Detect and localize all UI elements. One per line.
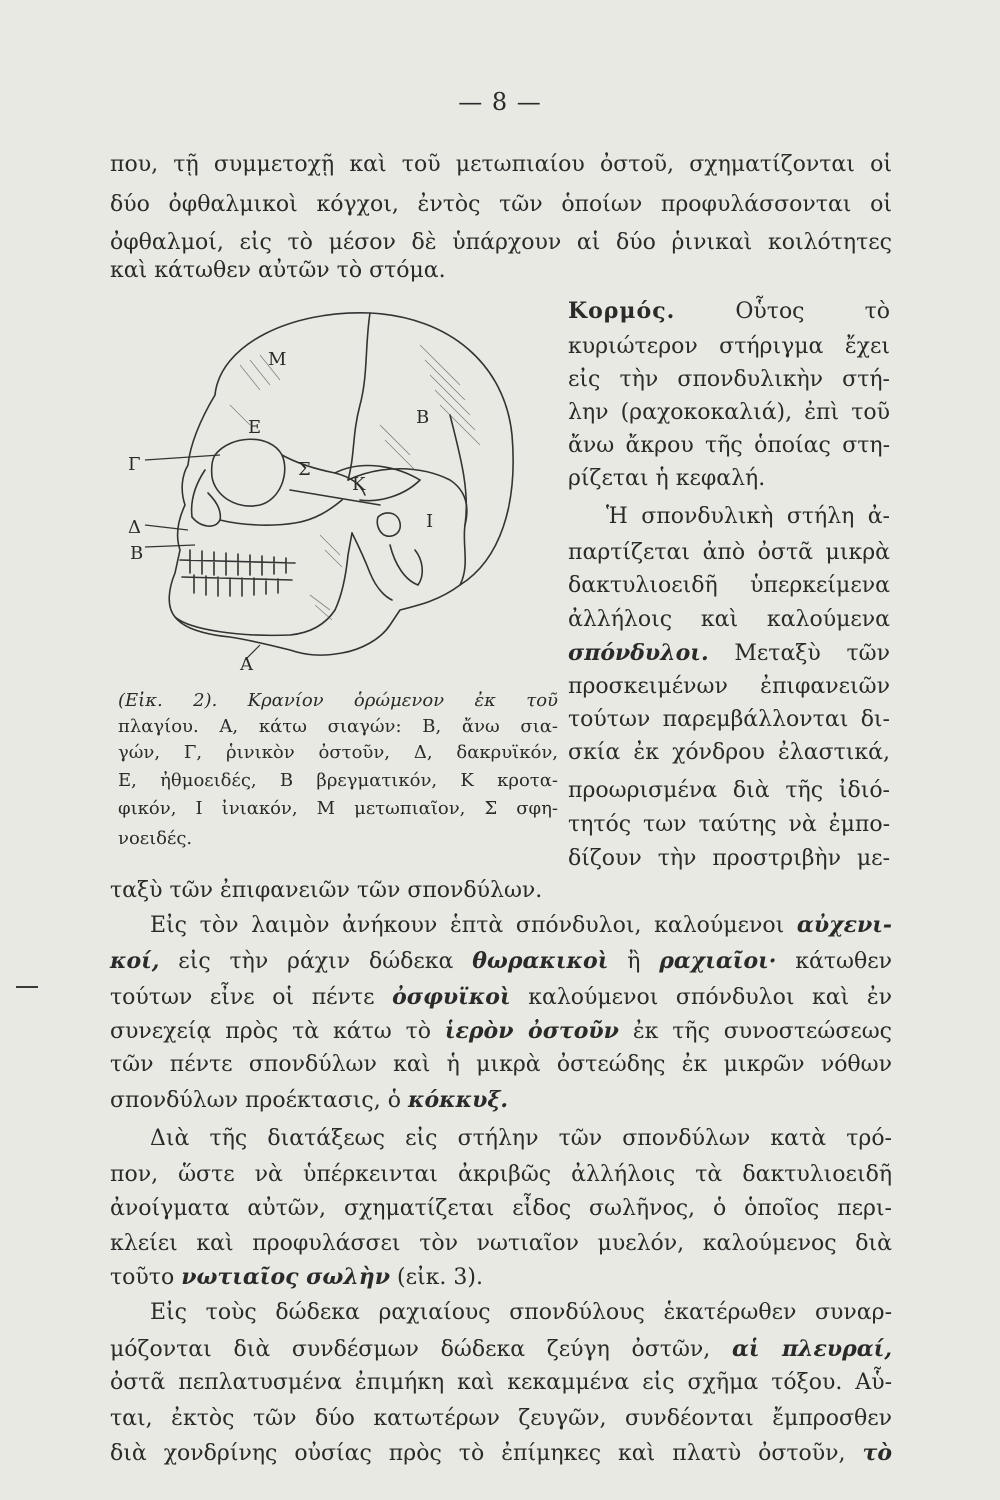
page-number: — 8 — <box>458 88 542 116</box>
nose-cavity <box>192 493 220 526</box>
mandible-ramus <box>352 533 392 600</box>
label-m: Μ <box>268 349 287 370</box>
text-line: που, τῇ συμμετοχῇ καὶ τοῦ μετωπιαίου ὀστοῦ, σχηματίζονται οἱ <box>110 152 892 177</box>
section-heading: Κορμός. <box>568 298 676 324</box>
skull-illustration <box>120 305 540 685</box>
label-i: Ι <box>426 511 434 532</box>
ear-opening <box>377 513 400 536</box>
margin-mark <box>16 986 38 988</box>
squamosal-suture <box>348 469 467 525</box>
eye-orbit <box>212 439 285 506</box>
nasal-bone <box>192 470 205 517</box>
zygomatic-arch <box>290 490 380 505</box>
lambdoid-suture <box>450 415 466 585</box>
mastoid <box>390 545 422 585</box>
leader-line <box>145 525 188 530</box>
text-line: ταξὺ τῶν ἐπιφανειῶν τῶν σπονδύλων. <box>110 878 543 903</box>
text-line: δύο ὀφθαλμικοὶ κόγχοι, ἐντὸς τῶν ὁποίων προφυλάσσονται οἱ <box>110 192 892 217</box>
teeth-lower <box>182 575 292 596</box>
leader-line <box>145 455 220 460</box>
label-d: Δ <box>128 517 141 538</box>
text-line: ὀφθαλμοί, εἰς τὸ μέσον δὲ ὑπάρχουν αἱ δύο ῥινικαὶ κοιλότητες <box>110 230 892 255</box>
label-b2: Β <box>130 543 144 564</box>
skull-outline <box>169 313 513 655</box>
label-a: Α <box>240 654 253 675</box>
leader-line <box>145 545 195 547</box>
mandible <box>175 533 352 635</box>
text-line: καὶ κάτωθεν αὐτῶν τὸ στόμα. <box>110 258 446 283</box>
teeth-upper <box>180 550 295 575</box>
coronal-suture <box>348 313 370 480</box>
label-e: Ε <box>248 417 262 438</box>
label-g: Γ <box>128 454 141 475</box>
label-s: Σ <box>298 459 311 480</box>
label-k: Κ <box>352 474 366 495</box>
label-b: Β <box>416 407 430 428</box>
